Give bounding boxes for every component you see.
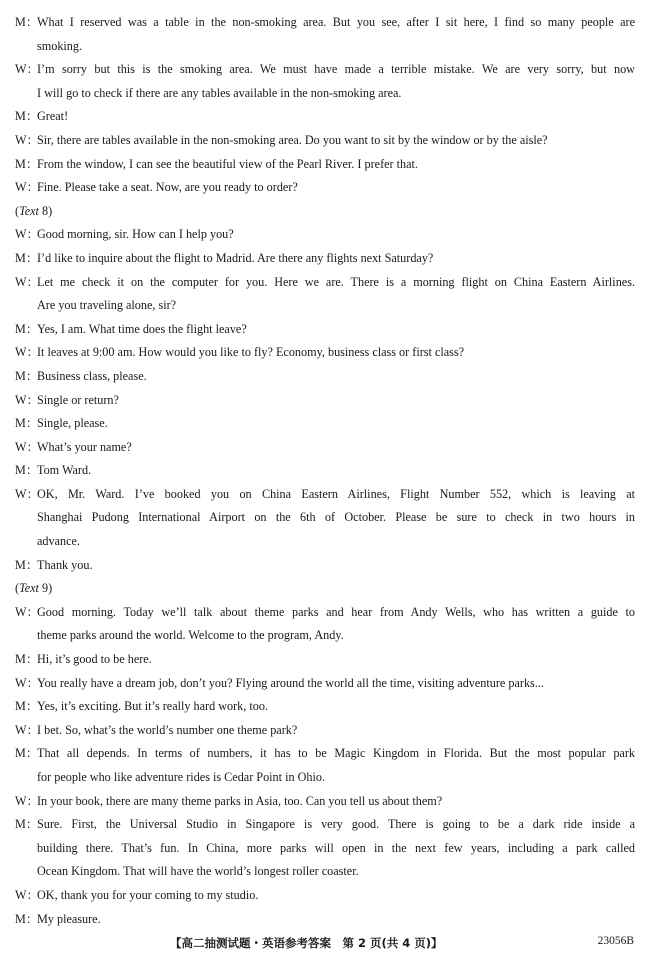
utterance-line: I’d like to inquire about the flight to Madrid. Are there any flights next Saturday? <box>37 250 434 265</box>
speaker-label: W： <box>15 887 39 902</box>
dialogue-turn <box>15 389 635 413</box>
speaker-label: M： <box>15 911 39 926</box>
dialogue-turn <box>15 719 635 743</box>
utterance-line: That all depends. In terms of numbers, it has to be Magic Kingdom in Florida. But the most popular park <box>37 746 635 761</box>
speaker-label: W： <box>15 274 39 289</box>
section-heading-close: ) <box>48 581 53 596</box>
footer-code: 23056B <box>597 935 634 947</box>
utterance-line: Thank you. <box>37 557 93 572</box>
speaker-label: M： <box>15 699 39 714</box>
dialogue-turn <box>15 813 635 884</box>
dialogue-turn <box>15 742 635 789</box>
dialogue-turn <box>15 271 635 318</box>
utterance-line: theme parks around the world. Welcome to the program, Andy. <box>37 628 344 643</box>
dialogue-turn <box>15 247 635 271</box>
section-heading-close: ) <box>48 203 53 218</box>
section-heading-word: Text <box>19 203 39 218</box>
dialogue-turn <box>15 412 635 436</box>
dialogue-turn <box>15 672 635 696</box>
speaker-label: W： <box>15 793 39 808</box>
utterance-line: You really have a dream job, don’t you? Flying around the world all the time, visiting adventure parks... <box>37 675 544 690</box>
speaker-label: W： <box>15 62 39 77</box>
speaker-label: M： <box>15 321 39 336</box>
section-heading <box>15 577 635 601</box>
dialogue-turn <box>15 318 635 342</box>
speaker-label: M： <box>15 15 39 29</box>
section-heading-num: 8 <box>38 203 49 218</box>
dialogue-turn <box>15 105 635 129</box>
utterance-line: Ocean Kingdom. That will have the world’s longest roller coaster. <box>37 864 359 879</box>
dialogue-turn <box>15 601 635 648</box>
dialogue-turn <box>15 341 635 365</box>
dialogue-turn <box>15 648 635 672</box>
utterance-line: Business class, please. <box>37 368 147 383</box>
utterance-line: Sure. First, the Universal Studio in Singapore is very good. There is going to be a dark ride inside a <box>37 817 635 832</box>
utterance-line: In your book, there are many theme parks in Asia, too. Can you tell us about them? <box>37 793 443 808</box>
utterance-line: building there. That’s fun. In China, more parks will open in the next few years, including a park called <box>37 840 635 855</box>
dialogue-turn <box>15 11 635 58</box>
utterance-line: Single, please. <box>37 416 108 431</box>
speaker-label: M： <box>15 463 39 478</box>
dialogue-turn <box>15 58 635 105</box>
speaker-label: W： <box>15 604 39 619</box>
section-heading <box>15 200 635 224</box>
page-footer <box>0 935 648 955</box>
utterance-line: Single or return? <box>37 392 119 407</box>
utterance-line: Fine. Please take a seat. Now, are you ready to order? <box>37 180 298 195</box>
speaker-label: M： <box>15 156 39 171</box>
utterance-line: Great! <box>37 109 69 124</box>
dialogue-turn <box>15 908 635 932</box>
speaker-label: W： <box>15 180 39 195</box>
dialogue-turn <box>15 436 635 460</box>
dialogue-turn <box>15 554 635 578</box>
utterance-line: OK, thank you for your coming to my studio. <box>37 887 259 902</box>
speaker-label: W： <box>15 132 39 147</box>
utterance-line: It leaves at 9:00 am. How would you like to fly? Economy, business class or first class? <box>37 345 465 360</box>
utterance-line: Hi, it’s good to be here. <box>37 652 152 667</box>
utterance-line: Shanghai Pudong International Airport on the 6th of October. Please be sure to check in two hours in <box>37 510 635 525</box>
speaker-label: W： <box>15 345 39 360</box>
utterance-line: OK, Mr. Ward. I’ve booked you on China Eastern Airlines, Flight Number 552, which is leaving at <box>37 486 635 501</box>
listening-transcript <box>15 11 635 931</box>
speaker-label: W： <box>15 675 39 690</box>
utterance-line: What I reserved was a table in the non-smoking area. But you see, after I sit here, I find so many people are <box>37 15 635 29</box>
dialogue-turn <box>15 695 635 719</box>
utterance-line: What’s your name? <box>37 439 132 454</box>
utterance-line: Sir, there are tables available in the non-smoking area. Do you want to sit by the window or by the aisle? <box>37 132 548 147</box>
speaker-label: W： <box>15 439 39 454</box>
section-heading-open: ( <box>15 581 20 596</box>
speaker-label: W： <box>15 722 39 737</box>
speaker-label: M： <box>15 368 39 383</box>
utterance-line: Good morning, sir. How can I help you? <box>37 227 234 242</box>
utterance-line: From the window, I can see the beautiful view of the Pearl River. I prefer that. <box>37 156 418 171</box>
utterance-line: Yes, I am. What time does the flight leave? <box>37 321 247 336</box>
utterance-line: Tom Ward. <box>37 463 92 478</box>
dialogue-turn <box>15 459 635 483</box>
utterance-line: Yes, it’s exciting. But it’s really hard work, too. <box>37 699 268 714</box>
speaker-label: M： <box>15 652 39 667</box>
utterance-line: I will go to check if there are any tables available in the non-smoking area. <box>37 85 402 100</box>
utterance-line: for people who like adventure rides is Cedar Point in Ohio. <box>37 770 326 784</box>
utterance-line: Good morning. Today we’ll talk about theme parks and hear from Andy Wells, who has written a guide to <box>37 604 635 619</box>
dialogue-turn <box>15 365 635 389</box>
speaker-label: W： <box>15 227 39 242</box>
dialogue-turn <box>15 223 635 247</box>
dialogue-turn <box>15 153 635 177</box>
utterance-line: smoking. <box>37 38 83 53</box>
section-heading-open: ( <box>15 203 20 218</box>
speaker-label: M： <box>15 109 39 124</box>
utterance-line: Let me check it on the computer for you. Here we are. There is a morning flight on China Eastern Airlines. <box>37 274 635 289</box>
speaker-label: M： <box>15 416 39 431</box>
section-heading-num: 9 <box>38 581 49 596</box>
footer-title: 【高二抽测试题・英语参考答案 第 2 页(共 4 页)】 <box>170 936 443 950</box>
utterance-line: Are you traveling alone, sir? <box>37 298 177 313</box>
dialogue-turn <box>15 483 635 554</box>
utterance-line: I’m sorry but this is the smoking area. We must have made a terrible mistake. We are very sorry, but now <box>37 62 635 77</box>
speaker-label: W： <box>15 392 39 407</box>
speaker-label: W： <box>15 486 39 501</box>
dialogue-turn <box>15 884 635 908</box>
utterance-line: I bet. So, what’s the world’s number one theme park? <box>37 722 298 737</box>
utterance-line: My pleasure. <box>37 911 101 926</box>
dialogue-turn <box>15 176 635 200</box>
section-heading-word: Text <box>19 581 39 596</box>
speaker-label: M： <box>15 817 39 832</box>
dialogue-turn <box>15 790 635 814</box>
dialogue-turn <box>15 129 635 153</box>
speaker-label: M： <box>15 557 39 572</box>
utterance-line: advance. <box>37 534 80 549</box>
speaker-label: M： <box>15 250 39 265</box>
speaker-label: M： <box>15 746 39 761</box>
